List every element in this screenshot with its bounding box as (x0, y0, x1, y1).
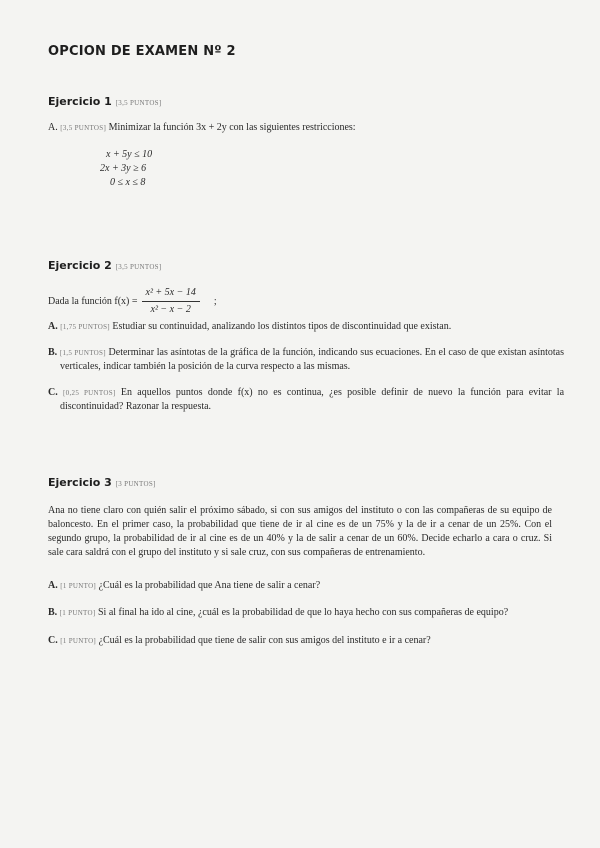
function-fraction (142, 286, 200, 317)
exercise-2-points: [3,5 PUNTOS] (115, 263, 162, 271)
constraint-1: x + 5y ≤ 10 (106, 149, 153, 160)
exam-title: OPCION DE EXAMEN Nº 2 (48, 44, 236, 59)
part-label: B. (48, 607, 58, 618)
part-label: A. (48, 122, 58, 133)
part-label: A. (48, 321, 58, 332)
exercise-3-part-a (48, 579, 552, 593)
part-text: Si al final ha ido al cine, ¿cuál es la probabilidad de que lo haya hecho con sus compañeras de equipo? (98, 607, 509, 618)
part-points: [3,5 PUNTOS] (60, 124, 107, 132)
part-label: C. (48, 387, 58, 398)
part-points: [1,75 PUNTOS] (60, 323, 110, 331)
part-text: ¿Cuál es la probabilidad que tiene de salir con sus amigos del instituto e ir a cenar? (98, 635, 431, 646)
exercise-2-heading (48, 259, 162, 272)
exercise-3-title: Ejercicio 3 (48, 476, 112, 489)
part-label: C. (48, 635, 58, 646)
part-text: Minimizar la función 3x + 2y con las siguientes restricciones: (108, 122, 356, 133)
exercise-3-part-c (48, 634, 552, 648)
part-text: ¿Cuál es la probabilidad que Ana tiene de salir a cenar? (98, 580, 321, 591)
constraints-list (100, 148, 152, 190)
exercise-1-points: [3,5 PUNTOS] (115, 99, 162, 107)
part-points: [1 PUNTO] (59, 609, 96, 617)
part-label: A. (48, 580, 58, 591)
part-points: [0,25 PUNTOS] (63, 389, 116, 397)
part-text: Determinar las asíntotas de la gráfica de la función, indicando sus ecuaciones. En el caso de que existan asíntotas verticales, indicar también la posición de la curva respecto a las mismas. (60, 347, 565, 372)
function-intro: Dada la función f(x) = (48, 295, 138, 307)
exercise-2-part-b (48, 346, 564, 374)
exercise-1-title: Ejercicio 1 (48, 95, 112, 108)
function-end: ; (213, 295, 217, 307)
constraint-2: 2x + 3y ≥ 6 (100, 163, 147, 174)
denominator: x² − x − 2 (150, 304, 191, 315)
part-text: Estudiar su continuidad, analizando los distintos tipos de discontinuidad que existan. (112, 321, 452, 332)
part-points: [1 PUNTO] (60, 637, 97, 645)
part-points: [1 PUNTO] (60, 582, 97, 590)
constraint-3: 0 ≤ x ≤ 8 (110, 177, 146, 188)
exercise-2-part-c (48, 386, 564, 414)
exercise-3-heading (48, 476, 156, 489)
numerator: x² + 5x − 14 (142, 286, 200, 302)
exercise-2-part-a (48, 320, 564, 334)
exercise-3-part-b (48, 606, 552, 620)
exercise-3-points: [3 PUNTOS] (115, 480, 156, 488)
part-points: [1,5 PUNTOS] (59, 349, 106, 357)
part-text: En aquellos puntos donde f(x) no es continua, ¿es posible definir de nuevo la función para evitar la discontinuidad? Razonar la respuesta. (60, 387, 565, 412)
exercise-3-statement: Ana no tiene claro con quién salir el próximo sábado, si con sus amigos del instituto o con las compañeras de su equipo de baloncesto. En el primer caso, la probabilidad que tiene de ir al cine es de un 75% y la de ir a cenar de un 25%. Con el segundo grupo, la probabilidad de ir al cine es de un 40% y la de salir a cenar de un 60%. Decide echarlo a cara o cruz. Si sale cara saldrá con el grupo del instituto y si sale cruz, con sus compañeras de entrenamiento. (48, 505, 552, 558)
function-definition (48, 286, 217, 317)
exercise-1-heading (48, 95, 162, 108)
exercise-2-title: Ejercicio 2 (48, 259, 112, 272)
exercise-1-part-a (48, 121, 356, 135)
part-label: B. (48, 347, 58, 358)
